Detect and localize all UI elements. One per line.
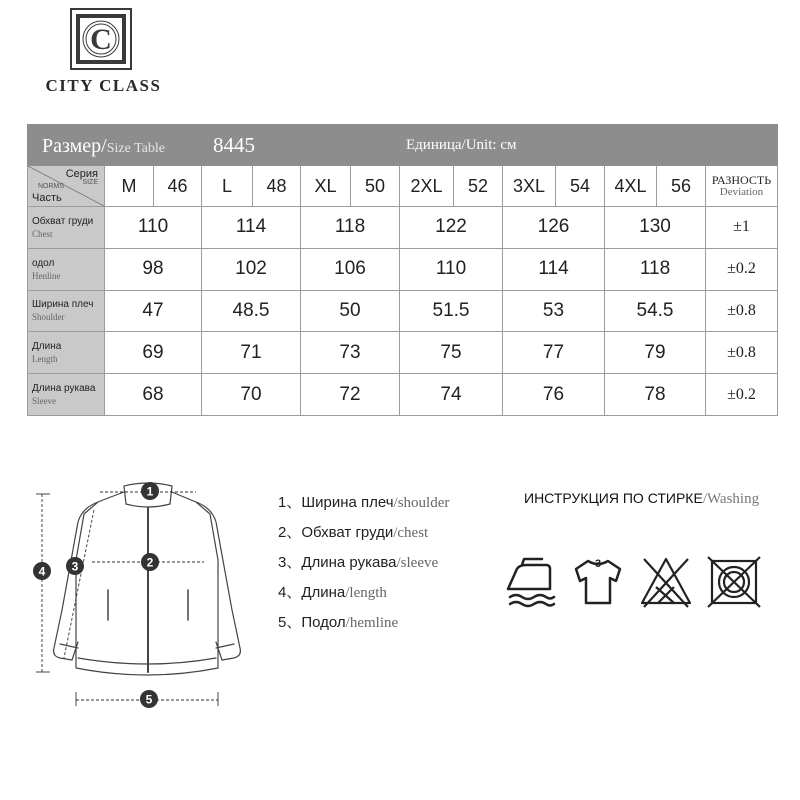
- table-cell: 71: [202, 332, 301, 374]
- table-header-row: [28, 125, 778, 166]
- legend-num: 1、: [278, 494, 302, 511]
- deviation-cell: ±0.2: [706, 374, 778, 416]
- logo-letter: C: [90, 23, 112, 56]
- unit-label: Единица/Unit: см: [400, 125, 778, 166]
- row-label-en: Sleeve: [32, 396, 56, 407]
- title-ru: Размер/: [42, 134, 107, 157]
- table-cell: 48.5: [202, 290, 301, 332]
- table-cell: 70: [202, 374, 301, 416]
- table-cell: 77: [503, 332, 605, 374]
- table-cell: 98: [105, 248, 202, 290]
- marker-4-label: 4: [38, 564, 46, 579]
- table-row-sleeve: [28, 374, 778, 416]
- marker-1-label: 1: [146, 484, 154, 499]
- marker-2-label: 2: [146, 555, 154, 570]
- row-label-en: Chest: [32, 228, 53, 239]
- jacket-diagram: [28, 470, 253, 710]
- brand-name: CITY CLASS: [45, 76, 162, 95]
- table-cell: 47: [105, 290, 202, 332]
- table-cell: 50: [301, 290, 400, 332]
- legend-en: /sleeve: [396, 555, 439, 571]
- size-header-row: [28, 166, 778, 207]
- table-cell: 73: [301, 332, 400, 374]
- deviation-en: Deviation: [719, 186, 764, 198]
- row-label: [28, 207, 105, 249]
- row-label-en: Henline: [32, 270, 61, 281]
- table-cell: 114: [503, 248, 605, 290]
- table-cell: 78: [605, 374, 706, 416]
- deviation-cell: ±0.8: [706, 332, 778, 374]
- marker-3-label: 3: [71, 559, 79, 574]
- table-cell: 68: [105, 374, 202, 416]
- marker-4: [33, 562, 51, 580]
- size-number: 52: [454, 166, 503, 207]
- table-cell: 76: [503, 374, 605, 416]
- table-cell: 75: [400, 332, 503, 374]
- table-row-shoulder: [28, 290, 778, 332]
- size-number: 50: [351, 166, 400, 207]
- legend-num: 3、: [278, 554, 302, 571]
- size-letter: 4XL: [605, 166, 657, 207]
- table-cell: 114: [202, 207, 301, 249]
- row-label: [28, 290, 105, 332]
- legend-num: 2、: [278, 524, 302, 541]
- legend-en: /shoulder: [393, 495, 450, 511]
- deviation-cell: ±0.2: [706, 248, 778, 290]
- title-en: Size Table: [106, 140, 165, 156]
- table-cell: 118: [605, 248, 706, 290]
- washing-title: [524, 490, 759, 508]
- row-label-ru: одол: [32, 257, 55, 269]
- size-letter: M: [105, 166, 154, 207]
- size-letter: 2XL: [400, 166, 454, 207]
- legend-item-hemline: [278, 608, 449, 638]
- table-cell: 54.5: [605, 290, 706, 332]
- row-label: [28, 374, 105, 416]
- deviation-cell: ±1: [706, 207, 778, 249]
- legend-en: /chest: [393, 525, 429, 541]
- row-label-ru: Обхват груди: [32, 215, 94, 227]
- iron-icon: [502, 553, 558, 609]
- corner-cell: [28, 166, 105, 207]
- table-cell: 110: [400, 248, 503, 290]
- size-letter: L: [202, 166, 253, 207]
- corner-size: SIZE: [82, 179, 98, 186]
- legend-item-shoulder: [278, 488, 449, 518]
- row-label: [28, 248, 105, 290]
- corner-series: Серия: [65, 168, 98, 180]
- table-row-length: [28, 332, 778, 374]
- table-title: [28, 125, 400, 166]
- legend-en: /hemline: [345, 615, 399, 631]
- legend-ru: Обхват груди: [301, 524, 394, 541]
- row-label: [28, 332, 105, 374]
- legend-ru: Длина рукава: [301, 554, 397, 571]
- washing-title-ru: ИНСТРУКЦИЯ ПО СТИРКЕ: [524, 490, 703, 506]
- no-tumble-dry-icon: [706, 553, 762, 609]
- table-cell: 130: [605, 207, 706, 249]
- marker-5-label: 5: [145, 692, 153, 707]
- size-table: [27, 124, 778, 416]
- legend-ru: Ширина плеч: [301, 494, 394, 511]
- marker-1: [141, 482, 159, 500]
- tshirt-icon: [570, 553, 626, 609]
- model-number: 8445: [212, 132, 255, 157]
- legend-item-sleeve: [278, 548, 449, 578]
- corner-part: Часть: [32, 192, 62, 204]
- brand-logo: [70, 8, 132, 70]
- marker-3: [66, 557, 84, 575]
- legend-num: 4、: [278, 584, 302, 601]
- table-cell: 122: [400, 207, 503, 249]
- deviation-header: [706, 166, 778, 207]
- legend-num: 5、: [278, 614, 302, 631]
- no-bleach-icon: [638, 553, 694, 609]
- tshirt-number: 3: [594, 558, 602, 570]
- marker-5: [140, 690, 158, 708]
- size-number: 54: [556, 166, 605, 207]
- legend-item-length: [278, 578, 449, 608]
- size-number: 48: [253, 166, 301, 207]
- row-label-ru: Ширина плеч: [32, 299, 94, 311]
- row-label-ru: Длина рукава: [32, 383, 96, 395]
- table-cell: 69: [105, 332, 202, 374]
- measurement-legend: [278, 488, 449, 638]
- size-number: 56: [657, 166, 706, 207]
- size-letter: XL: [301, 166, 351, 207]
- table-cell: 72: [301, 374, 400, 416]
- deviation-ru: РАЗНОСТЬ: [711, 173, 772, 187]
- row-label-en: Shoulder: [32, 312, 65, 323]
- table-cell: 126: [503, 207, 605, 249]
- table-cell: 51.5: [400, 290, 503, 332]
- washing-title-en: /Washing: [702, 491, 760, 507]
- deviation-cell: ±0.8: [706, 290, 778, 332]
- row-label-en: Length: [32, 354, 58, 365]
- legend-item-chest: [278, 518, 449, 548]
- table-cell: 106: [301, 248, 400, 290]
- table-cell: 79: [605, 332, 706, 374]
- row-label-ru: Длина: [32, 341, 62, 353]
- table-cell: 74: [400, 374, 503, 416]
- table-row-hemline: [28, 248, 778, 290]
- legend-ru: Подол: [301, 614, 346, 631]
- table-row-chest: [28, 207, 778, 249]
- marker-2: [141, 553, 159, 571]
- size-number: 46: [154, 166, 202, 207]
- corner-norms: NORMS: [38, 183, 65, 190]
- table-cell: 110: [105, 207, 202, 249]
- legend-en: /length: [345, 585, 387, 601]
- table-cell: 53: [503, 290, 605, 332]
- table-cell: 118: [301, 207, 400, 249]
- legend-ru: Длина: [301, 584, 346, 601]
- size-letter: 3XL: [503, 166, 556, 207]
- table-cell: 102: [202, 248, 301, 290]
